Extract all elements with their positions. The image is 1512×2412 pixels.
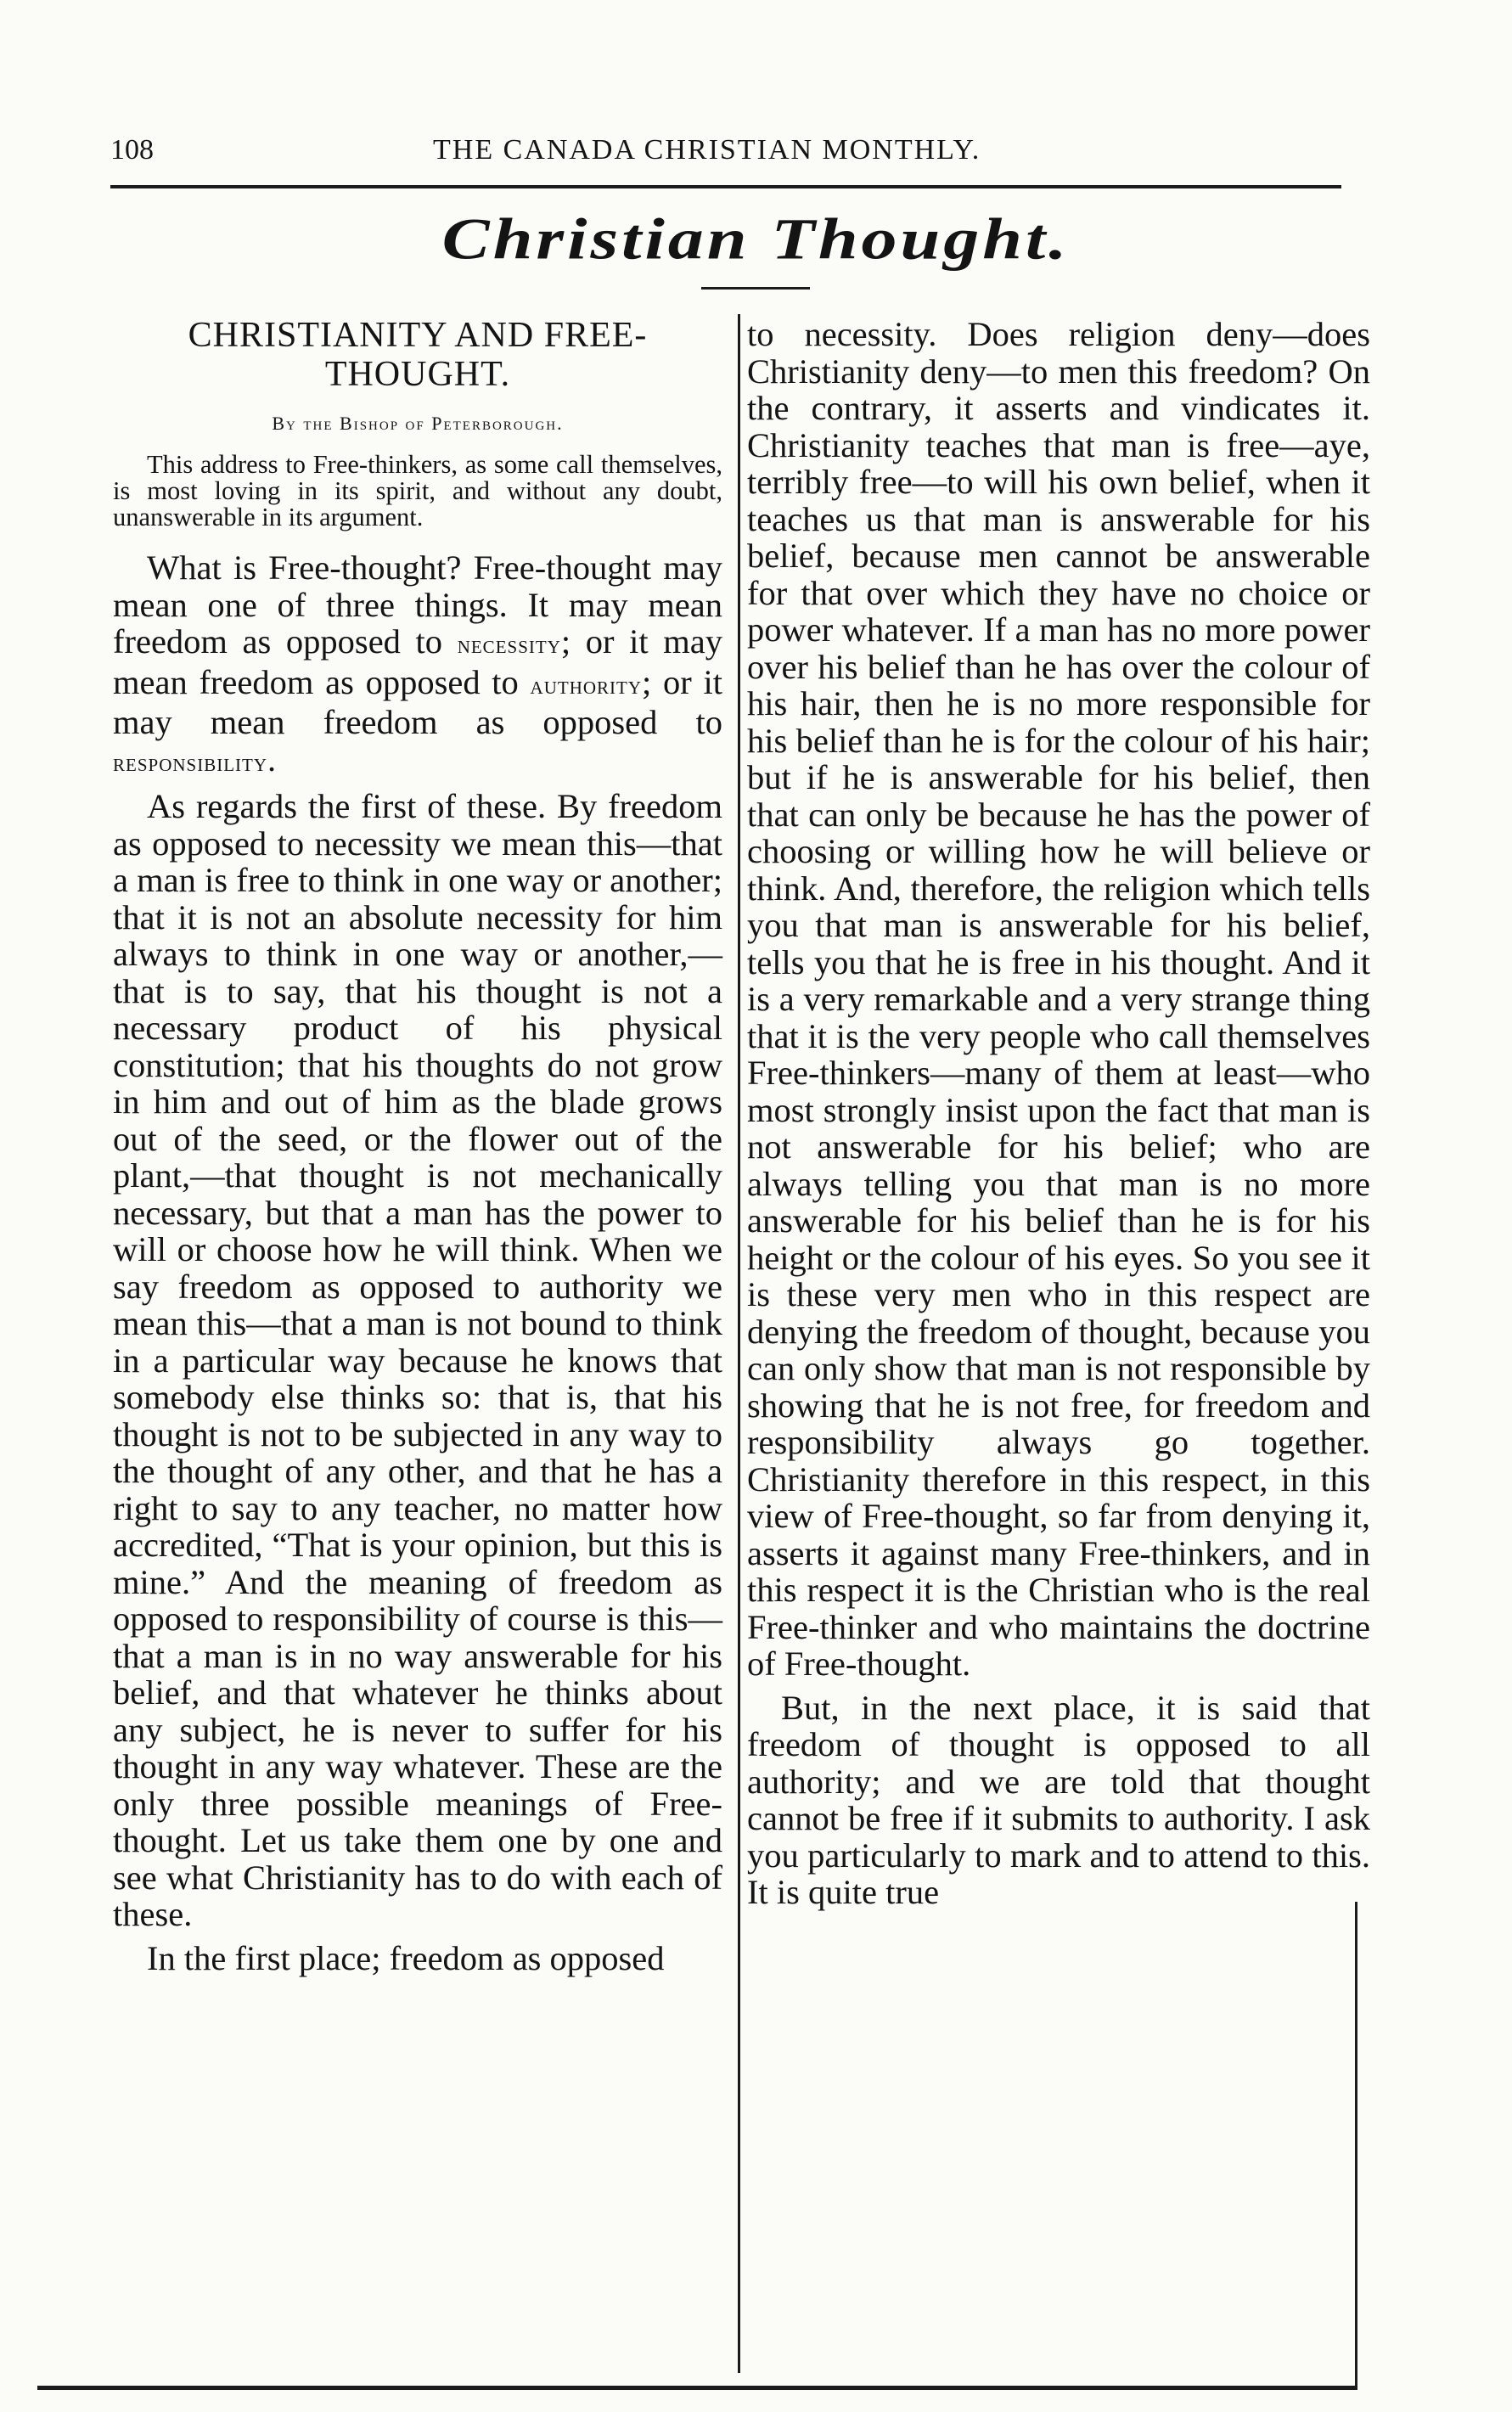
paragraph-4: But, in the next place, it is said that freedom of thought is opposed to all authority; and we are told that thought cannot be free if it submits to authority. I ask you particularly to mark and to attend to this. It is quite true: [747, 1688, 1370, 1911]
term-responsibility: responsibility: [113, 748, 268, 777]
term-authority: authority: [530, 671, 643, 700]
article-byline: By the Bishop of Peterborough.: [272, 413, 564, 434]
paragraph-3-start: In the first place; freedom as opposed: [147, 1938, 665, 1977]
page-bottom-rule: [37, 2386, 1357, 2390]
running-header: [110, 134, 1341, 185]
article-intro: This address to Free-thinkers, as some call themselves, is most loving in its spirit, and without any doubt, unanswerable in its argument.: [113, 450, 722, 531]
paragraph-1-text-a: What is Free-thought? Free-thought may mean one of three things. It may mean freedom as opposed to: [113, 548, 722, 661]
section-title: Christian Thought.: [441, 206, 1071, 272]
paragraph-1-text-c: ; or it may mean freedom as opposed to: [113, 662, 722, 741]
page-edge-vertical-rule: [1355, 1902, 1357, 2389]
paragraph-2: As regards the first of these. By freedom as opposed to necessity we mean this—that a man is free to think in one way or another; that it is not an absolute necessity for him always to think in one way or another,—that is to say, that his thought is not a necessary product of his physical constitution; that his thoughts do not grow in him and out of him as the blade grows out of the seed, or the flower out of the plant,—that thought is not mechanically necessary, but that a man has the power to will or choose how he will think. When we say freedom as opposed to authority we mean this—that a man is not bound to think in a particular way because he knows that somebody else thinks so: that is, that his thought is not to be subjected in any way to the thought of any other, and that he has a right to say to any teacher, no matter how accredited, “That is your opinion, but this is mine.” And the meaning of freedom as opposed to responsibility of course is this—that a man is in no way answerable for his belief, and that whatever he thinks about any subject, he is never to suffer for his thought in any way whatever. These are the only three possible meanings of Free-thought. Let us take them one by one and see what Christianity has to do with each of these.: [113, 787, 722, 1933]
paragraph-1-text-d: .: [267, 739, 277, 779]
paragraph-1: [113, 549, 722, 781]
paragraph-3-continued: to necessity. Does religion deny—does Christianity deny—to men this freedom? On the contrary, it asserts and vindicates it. Christianity teaches that man is free—aye, terribly free—to will his own belief, when it teaches us that man is answerable for his belief, because men cannot be answerable for that over which they have no choice or power whatever. If a man has no more power over his belief than he has over the colour of his hair, then he is no more responsible for his belief than he is for the colour of his hair; but if he is answerable for his belief, then that can only be because he has the power of choosing or willing how he will believe or think. And, therefore, the religion which tells you that man is answerable for his belief, tells you that he is free in his thought. And it is a very remarkable and a very strange thing that it is the very people who call themselves Free-thinkers—many of them at least—who most strongly insist upon the fact that man is not answerable for his belief; who are always telling you that man is no more answerable for his belief than he is for his height or the colour of his eyes. So you see it is these very men who in this respect are denying the freedom of thought, because you can only show that man is not responsible by showing that he is not free, for freedom and responsibility always go together. Christianity therefore in this respect, in this view of Free-thought, so far from denying it, asserts it against many Free-thinkers, and in this respect it is the Christian who is the real Free-thinker and who maintains the doctrine of Free-thought.: [747, 315, 1370, 1683]
term-necessity: necessity: [457, 631, 561, 659]
section-title-rule: [701, 287, 810, 290]
left-column: [113, 316, 722, 1983]
paragraph-1-text-b: ; or it may mean freedom as opposed to: [113, 622, 722, 701]
page-number: 108: [110, 134, 154, 166]
article-title: CHRISTIANITY AND FREE-THOUGHT.: [188, 316, 648, 394]
right-column: [747, 316, 1370, 1918]
journal-title: THE CANADA CHRISTIAN MONTHLY.: [433, 134, 981, 166]
column-divider: [738, 314, 740, 2373]
header-rule: [110, 185, 1341, 188]
